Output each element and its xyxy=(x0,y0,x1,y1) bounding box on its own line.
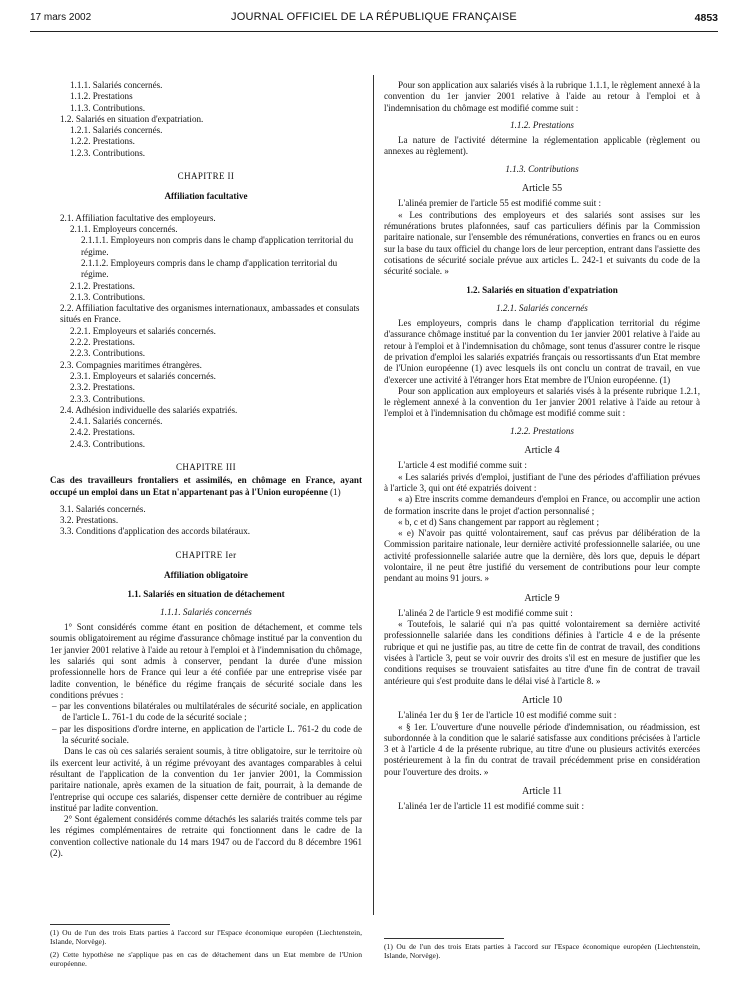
footnote-rule xyxy=(384,938,504,939)
quoted-paragraph: « Les contributions des employeurs et des salariés sont assises sur les rémunérations brutes plafonnées, sauf cas particuliers définis par la Commission paritaire nationale, sur l'ensemble des rémunérations, converties en francs ou en euros sur la base du taux officiel du change lors de leur perception, entrant dans l'assiette des cotisations de sécurité sociale prévue aux articles L. 242-1 et suivants du code de la sécurité sociale. » xyxy=(384,209,700,277)
paragraph: L'alinéa 1er du § 1er de l'article 10 est modifié comme suit : xyxy=(398,710,617,721)
quoted-paragraph: « b, c et d) Sans changement par rapport au règlement ; xyxy=(398,516,599,527)
header-journal-title: JOURNAL OFFICIEL DE LA RÉPUBLIQUE FRANÇAISE xyxy=(231,11,517,23)
toc-line: 2.1.3. Contributions. xyxy=(70,291,146,302)
chapter-title-text: Cas des travailleurs frontaliers et assimilés, en chômage en France, ayant occupé un emploi dans un Etat n'appartenant pas à l'Union européenne xyxy=(50,475,362,497)
quoted-paragraph: « Toutefois, le salarié qui n'a pas quitté volontairement sa dernière activité professionnelle salariée dans les conditions définies à l'article 4 e de la présente rubrique et qui ne justifie pas, au titre de cette fin de contrat de travail, des conditions visées à l'article 3, peut se voir ouvrir des droits s'il est en mesure de justifier que les conditions requises se trouvaient satisfaites au titre d'une fin de contrat de travail antérieure qui s'est produite dans le délai visé à l'article 8. » xyxy=(384,619,700,686)
subsection-heading: 1.1.2. Prestations xyxy=(510,119,574,130)
paragraph: Dans le cas où ces salariés seraient soumis, à titre obligatoire, sur le territoire où ils exercent leur activité, à un régime prévoyant des avantages comparables à celui résultant de l'application de la convention du 1er janvier 2001, la Commission paritaire nationale, après examen de la situation de fait, pourrait, à la demande de l'entreprise qui occupe ces salariés, dispenser cette dernière de contribuer au régime institué par ladite convention. xyxy=(50,746,362,813)
chapter-label: CHAPITRE III xyxy=(175,462,237,472)
quoted-paragraph: « § 1er. L'ouverture d'une nouvelle période d'indemnisation, ou réadmission, est subordonnée à la condition que le salarié satisfasse aux conditions précisées à l'article 3 et à l'article 4 de la présente rubrique, au titre d'une ou plusieurs activités exercées postérieurement à la fin du contrat de travail précédemment prise en considération pour l'ouverture des droits. » xyxy=(384,721,700,777)
paragraph: 2° Sont également considérés comme détachés les salariés traités comme tels par les régimes complémentaires de retraite qui fonctionnent dans le cadre de la convention collective nationale du 14 mars 1947 ou de l'accord du 8 décembre 1961 (2). xyxy=(50,814,362,858)
toc-line: 1.1.3. Contributions. xyxy=(70,102,146,113)
left-column xyxy=(50,80,362,859)
toc-line: 2.1.1. Employeurs concernés. xyxy=(70,224,178,235)
article-heading: Article 10 xyxy=(521,694,563,706)
toc-line: 2.4. Adhésion individuelle des salariés expatriés. xyxy=(60,404,238,415)
subsection-heading: 1.1.1. Salariés concernés xyxy=(160,606,252,617)
toc-line: 2.3.1. Employeurs et salariés concernés. xyxy=(70,370,216,381)
footnote: (1) Ou de l'un des trois Etats parties à l'accord sur l'Espace économique européen (Liechtenstein, Islande, Norvège). xyxy=(50,928,362,947)
list-item: – par les conventions bilatérales ou multilatérales de sécurité sociale, en application de l'article L. 761-1 du code de la sécurité sociale ; xyxy=(52,701,362,723)
paragraph: L'article 4 est modifié comme suit : xyxy=(398,460,527,471)
chapter-label: CHAPITRE II xyxy=(177,171,235,182)
toc-line: 2.1.1.2. Employeurs compris dans le champ d'application territorial du régime. xyxy=(81,257,338,280)
toc-line: 2.1.1.1. Employeurs non compris dans le champ d'application territorial du régime. xyxy=(81,235,354,257)
paragraph: Pour son application aux employeurs et salariés visés à la présente rubrique 1.2.1, le règlement annexé à la convention du 1er janvier 2001 relative à l'aide au retour à l'emploi et à l'indemnisation du chômage est modifié comme suit : xyxy=(384,385,700,419)
toc-line: 3.3. Conditions d'application des accords bilatéraux. xyxy=(60,526,251,537)
article-heading: Article 11 xyxy=(522,786,562,798)
section-heading: 1.1. Salariés en situation de détachement xyxy=(127,589,285,600)
header-page-number: 4853 xyxy=(694,12,718,24)
subsection-heading: 1.1.3. Contributions xyxy=(505,163,579,174)
toc-line: 1.1.2. Prestations xyxy=(70,91,133,102)
chapter-title: Affiliation obligatoire xyxy=(164,570,248,581)
page-header xyxy=(30,8,718,32)
footnote-rule xyxy=(50,924,170,925)
toc-line: 3.2. Prestations. xyxy=(60,515,119,526)
list-item: – par les dispositions d'ordre interne, en application de l'article L. 761-2 du code de la sécurité sociale. xyxy=(52,723,362,746)
toc-line: 2.4.2. Prestations. xyxy=(70,427,135,438)
chapter-label: CHAPITRE Ier xyxy=(175,549,237,560)
toc-line: 2.2.2. Prestations. xyxy=(70,337,135,348)
toc-line: 3.1. Salariés concernés. xyxy=(60,503,146,514)
paragraph: L'alinéa premier de l'article 55 est modifié comme suit : xyxy=(398,198,602,209)
section-heading: 1.2. Salariés en situation d'expatriation xyxy=(466,285,618,296)
paragraph: Pour son application aux salariés visés à la rubrique 1.1.1, le règlement annexé à la convention du 1er janvier 2001 relative à l'aide au retour à l'emploi et à l'indemnisation du chômage est modifié comme suit : xyxy=(384,80,700,113)
toc-line: 2.1.2. Prestations. xyxy=(70,280,135,291)
article-heading: Article 4 xyxy=(524,445,560,457)
quoted-paragraph: « a) Etre inscrits comme demandeurs d'emploi en France, ou accomplir une action de formation inscrite dans le projet d'action personnalisé ; xyxy=(384,494,700,516)
paragraph: La nature de l'activité détermine la réglementation applicable (règlement ou annexes au règlement). xyxy=(384,135,700,157)
toc-line: 2.4.3. Contributions. xyxy=(70,438,146,449)
toc-line: 2.2.1. Employeurs et salariés concernés. xyxy=(70,325,216,336)
toc-line: 1.2.2. Prestations. xyxy=(70,136,135,147)
paragraph: L'alinéa 1er de l'article 11 est modifié comme suit : xyxy=(398,801,585,812)
toc-line: 1.2.3. Contributions. xyxy=(70,147,146,158)
footnote-ref: (1) xyxy=(330,486,341,497)
paragraph: 1° Sont considérés comme étant en position de détachement, et comme tels soumis obligatoirement au régime d'assurance chômage institué par la convention du 1er janvier 2001 relative à l'aide au retour à l'emploi et à l'indemnisation du chômage, les salariés qui sont admis à conserver, pendant la durée d'une mission professionnelle hors de France qui leur a été confiée par une entreprise visée par ladite convention, le bénéfice du régime français de sécurité sociale dans les conditions prévues : xyxy=(50,622,362,700)
toc-line: 1.2.1. Salariés concernés. xyxy=(70,125,163,136)
footnote: (1) Ou de l'un des trois Etats parties à l'accord sur l'Espace économique européen (Liechtenstein, Islande, Norvège). xyxy=(384,942,700,961)
quoted-paragraph: « e) N'avoir pas quitté volontairement, sauf cas prévus par délibération de la Commission paritaire nationale, leur dernière activité professionnelle salariée, ou une activité professionnelle salariée autre que la dernière, dès lors que, depuis le départ volontaire, il ne peut être justifié du versement de contributions pour leur compte pendant au moins 91 jours. » xyxy=(384,528,700,584)
toc-line: 2.2.3. Contributions. xyxy=(70,348,146,359)
subsection-heading: 1.2.2. Prestations xyxy=(510,425,574,436)
header-date: 17 mars 2002 xyxy=(30,12,92,23)
paragraph: Les employeurs, compris dans le champ d'application territorial du régime d'assurance chômage institué par la convention du 1er janvier 2001 relative à l'aide au retour à l'emploi et à l'indemnisation du chômage, sont tenus d'assurer contre le risque de privation d'emploi les salariés expatriés français ou ressortissants d'un Etat membre de l'Union européenne (1) avec lesquels ils ont conclu un contrat de travail, en vue d'exercer une activité à l'étranger hors Etat membre de l'Union européenne. (1) xyxy=(384,318,700,385)
article-heading: Article 9 xyxy=(524,592,560,604)
paragraph: L'alinéa 2 de l'article 9 est modifié comme suit : xyxy=(398,607,573,618)
footnote: (2) Cette hypothèse ne s'applique pas en cas de détachement dans un Etat membre de l'Union européenne. xyxy=(50,950,362,969)
right-column xyxy=(384,80,700,813)
toc-line: 1.1.1. Salariés concernés. xyxy=(70,80,163,90)
toc-line: 1.2. Salariés en situation d'expatriation. xyxy=(60,113,204,124)
article-heading: Article 55 xyxy=(521,183,563,195)
toc-line: 2.4.1. Salariés concernés. xyxy=(70,416,163,427)
toc-line: 2.3.2. Prestations. xyxy=(70,382,135,393)
quoted-paragraph: « Les salariés privés d'emploi, justifiant de l'une des périodes d'affiliation prévues à l'article 3, qui ont été expatriés doivent : xyxy=(384,471,700,493)
toc-line: 2.3.3. Contributions. xyxy=(70,393,146,404)
chapter-title xyxy=(50,475,362,498)
column-divider xyxy=(373,75,374,915)
subsection-heading: 1.2.1. Salariés concernés xyxy=(496,302,588,313)
toc-line: 2.1. Affiliation facultative des employeurs. xyxy=(60,212,216,223)
toc-line: 2.3. Compagnies maritimes étrangères. xyxy=(60,359,202,370)
toc-line: 2.2. Affiliation facultative des organismes internationaux, ambassades et consulats situés en France. xyxy=(60,303,360,325)
chapter-title: Affiliation facultative xyxy=(164,191,248,202)
header-rule xyxy=(30,31,718,32)
